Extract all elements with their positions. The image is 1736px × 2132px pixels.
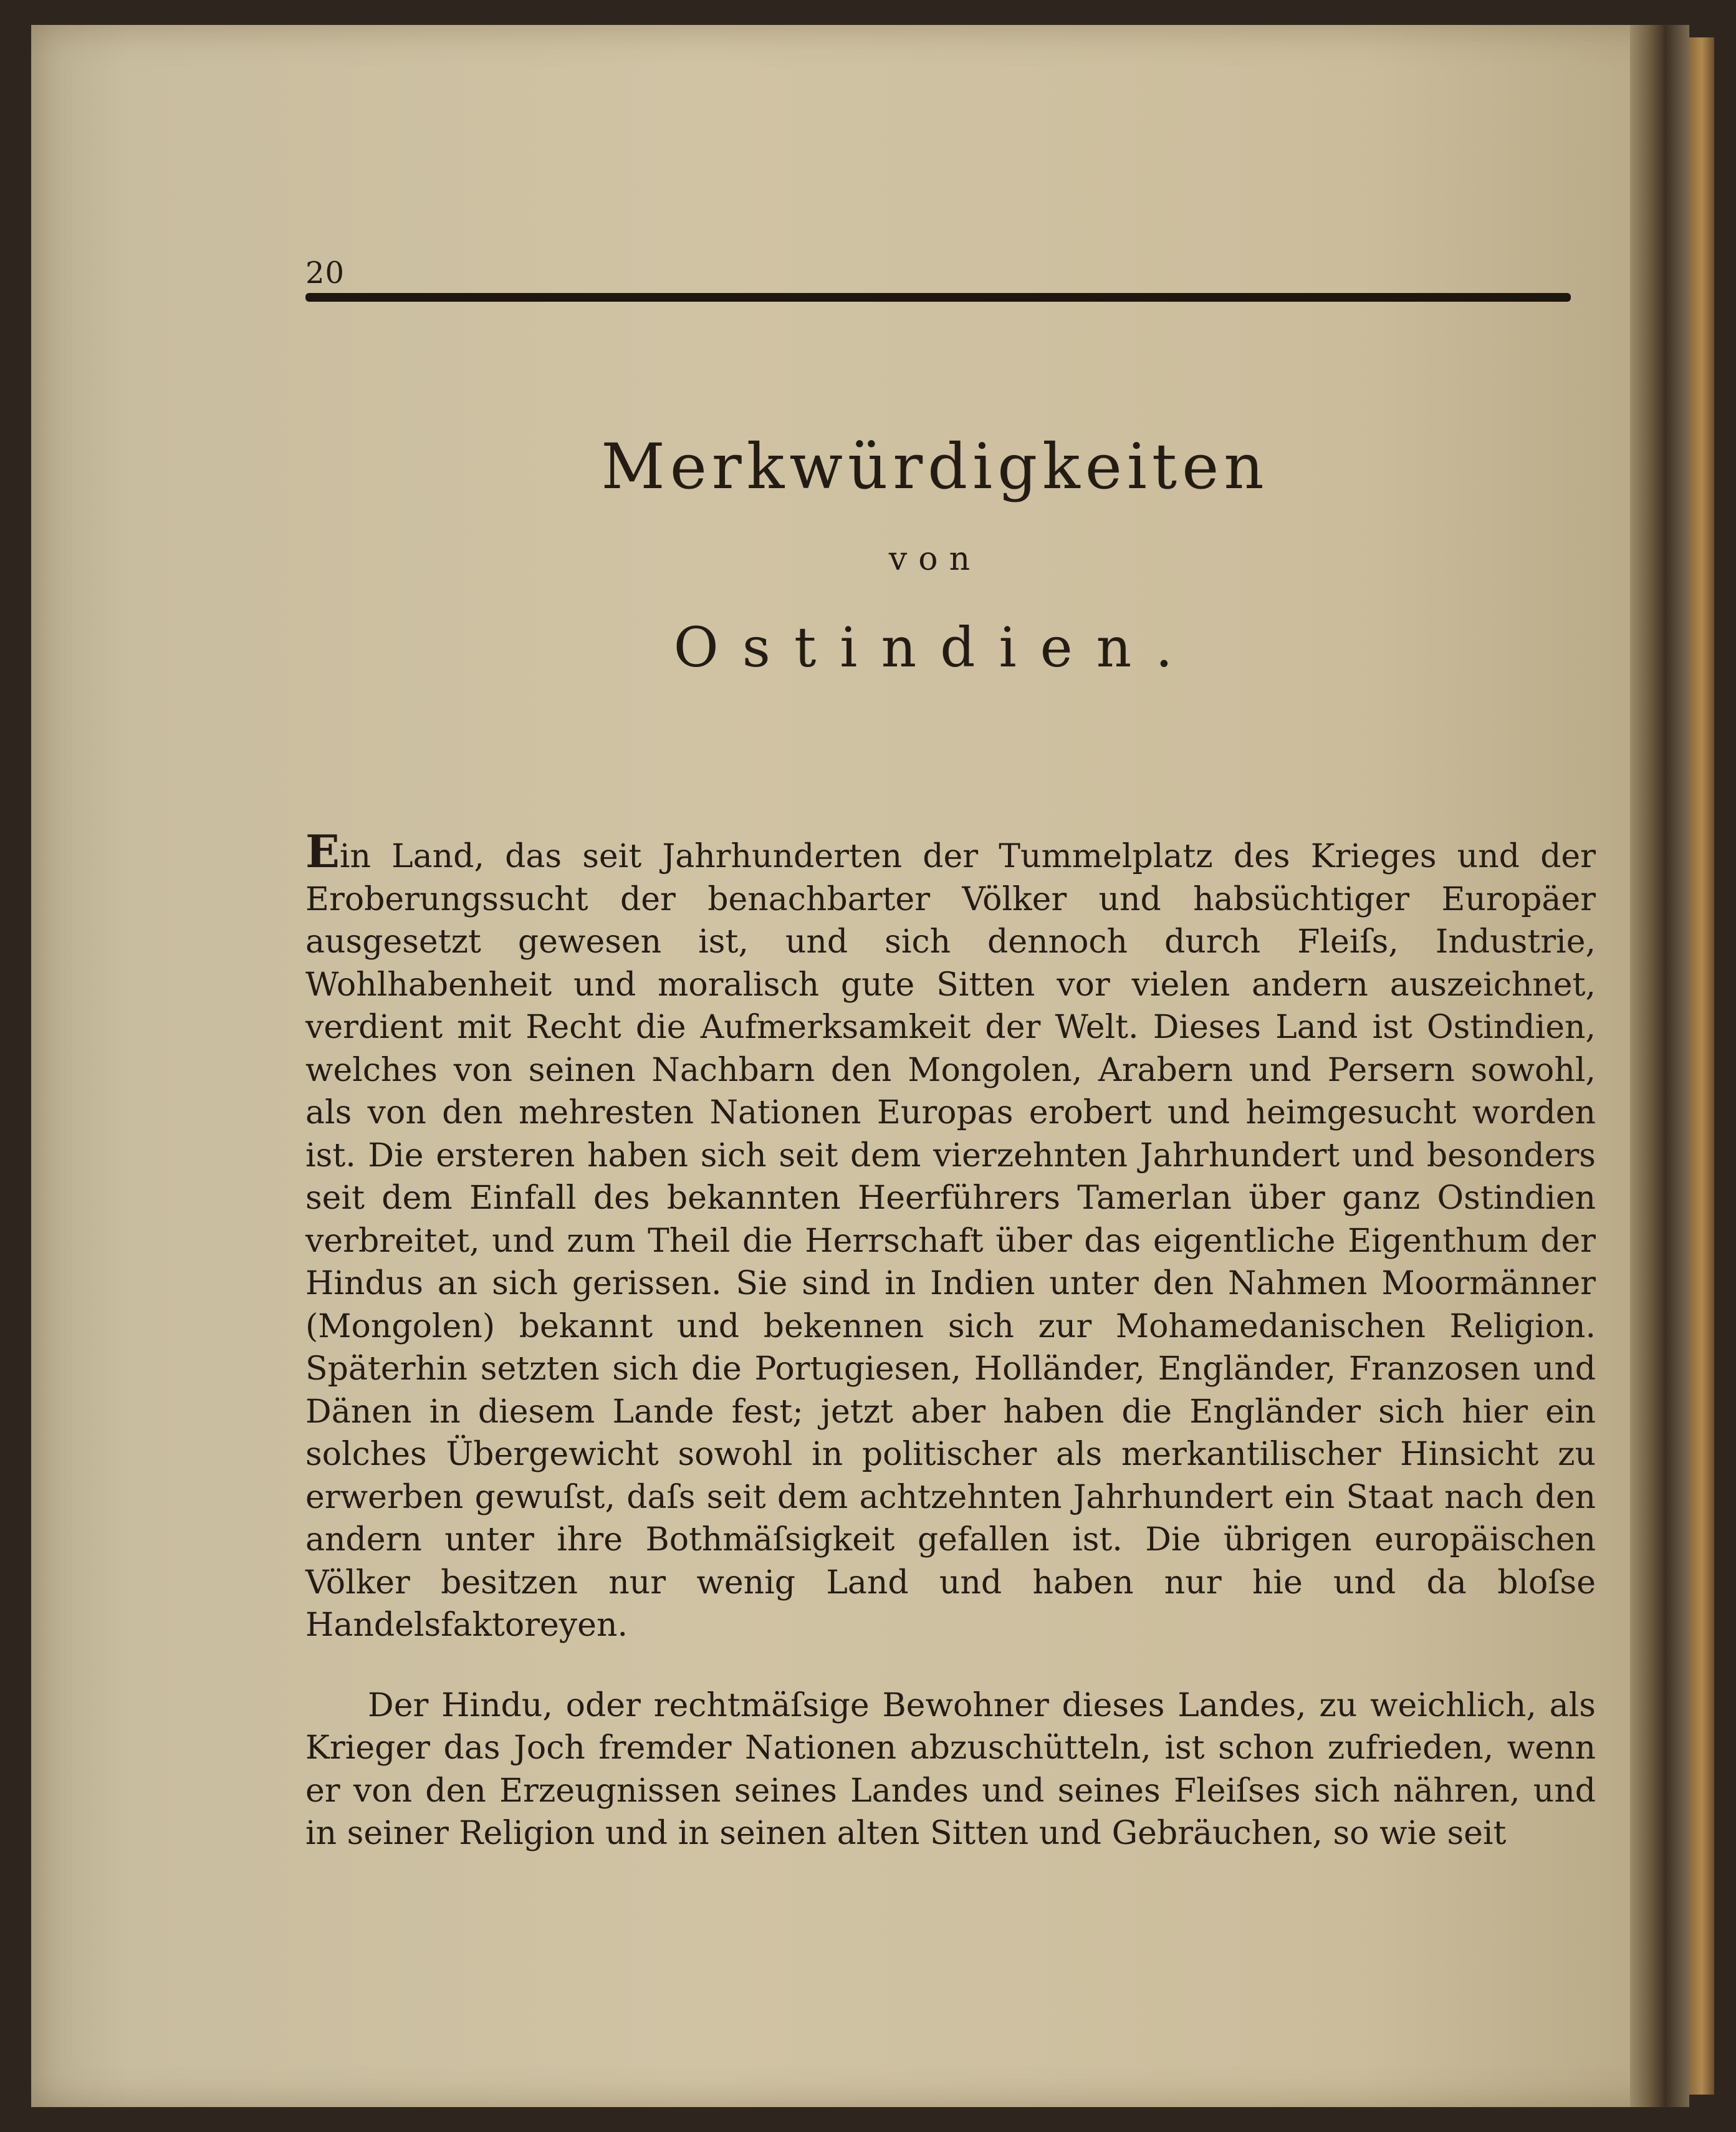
paragraph-2 xyxy=(305,1684,1596,1855)
page-gutter-edge xyxy=(1630,25,1689,2107)
initial-letter: E xyxy=(305,825,340,878)
header-rule xyxy=(305,293,1571,302)
paragraph-text: Der Hindu, oder rechtmäſsige Bewohner dieses Landes, zu weichlich, als Krieger das Joch fremder Nationen abzuschütteln, ist schon zufrieden, wenn er von den Erzeugnissen seines Landes und seines Fleiſses sich nähren, und in seiner Religion und in seinen alten Sitten und Gebräuchen, so wie seit xyxy=(305,1686,1596,1852)
title-connector: von xyxy=(888,540,982,578)
page-subtitle: Ostindien. xyxy=(673,615,1197,679)
page-content xyxy=(274,231,1596,1893)
paragraph-1 xyxy=(305,825,1596,1647)
page-header xyxy=(274,231,1596,291)
title-block xyxy=(274,430,1596,679)
page-number: 20 xyxy=(305,256,345,291)
body-text xyxy=(305,825,1596,1855)
book-spine xyxy=(1689,37,1714,2095)
paragraph-text: in Land, das seit Jahrhunderten der Tummelplatz des Krieges und der Eroberungssucht der benachbarter Völker und habsüchtiger Europäer ausgesetzt gewesen ist, und sich dennoch durch Fleiſs, Industrie, Wohlhabenheit und moralisch gute Sitten vor vielen andern auszeichnet, verdient mit Recht die Aufmerksamkeit der Welt. Dieses Land ist Ostindien, welches von seinen Nachbarn den Mongolen, Arabern und Persern sowohl, als von den mehresten Nationen Europas erobert und heimgesucht worden ist. Die ersteren haben sich seit dem vierzehnten Jahrhundert und besonders seit dem Einfall des bekannten Heerführers Tamerlan über ganz Ostindien verbreitet, und zum Theil die Herrschaft über das eigentliche Eigenthum der Hindus an sich gerissen. Sie sind in Indien unter den Nahmen Moormänner (Mongolen) bekannt und bekennen sich zur Mohamedanischen Religion. Späterhin setzten sich die Portugiesen, Holländer, Engländer, Franzosen und Dänen in diesem Lande fest; jetzt aber haben die Engländer sich hier ein solches Übergewicht sowohl in politischer als merkantilischer Hinsicht zu erwerben gewuſst, daſs seit dem achtzehnten Jahrhundert ein Staat nach den andern unter ihre Bothmäſsigkeit gefallen ist. Die übrigen europäischen Völker besitzen nur wenig Land und haben nur hie und da bloſse Handelsfaktoreyen. xyxy=(305,838,1596,1644)
page-title: Merkwürdigkeiten xyxy=(601,430,1269,503)
